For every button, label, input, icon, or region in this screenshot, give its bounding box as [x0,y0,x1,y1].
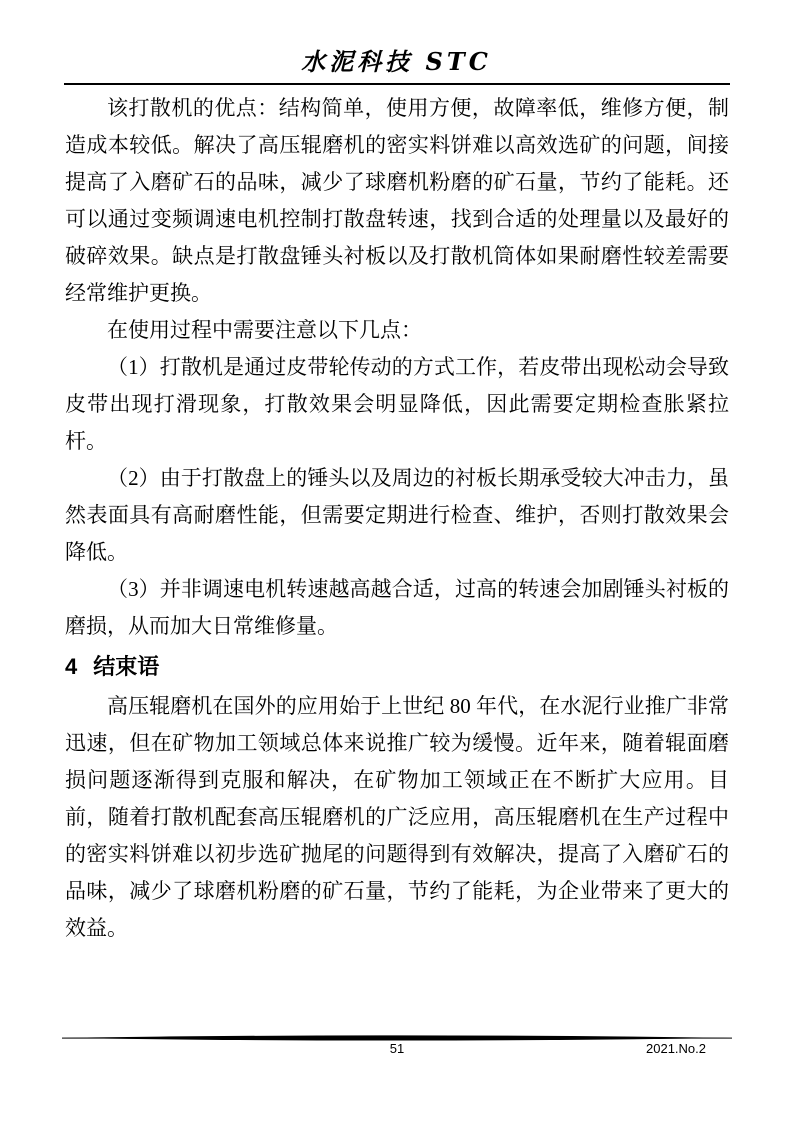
page-number: 51 [389,1041,405,1056]
body-paragraph-advantages: 该打散机的优点：结构简单，使用方便，故障率低，维修方便，制造成本较低。解决了高压辊磨机的密实料饼难以高效选矿的问题，间接提高了入磨矿石的品味，减少了球磨机粉磨的矿石量，节约了能耗。还可以通过变频调速电机控制打散盘转速，找到合适的处理量以及最好的破碎效果。缺点是打散盘锤头衬板以及打散机筒体如果耐磨性较差需要经常维护更换。 [65,96,729,305]
section-number: 4 [65,654,78,679]
article-body [65,90,729,947]
journal-title: 水泥科技 STC [301,47,492,76]
body-paragraph-note-1: （1）打散机是通过皮带轮传动的方式工作，若皮带出现松动会导致皮带出现打滑现象，打散效果会明显降低，因此需要定期检查胀紧拉杆。 [65,355,729,453]
section-title: 结束语 [93,654,160,679]
page-footer [65,1041,729,1059]
header-divider-rule [64,83,730,85]
body-paragraph-note-3: （3）并非调速电机转速越高越合适，过高的转速会加剧锤头衬板的磨损，从而加大日常维修量。 [65,577,729,638]
body-paragraph-conclusion: 高压辊磨机在国外的应用始于上世纪 80 年代，在水泥行业推广非常迅速，但在矿物加工领域总体来说推广较为缓慢。近年来，随着辊面磨损问题逐渐得到克服和解决，在矿物加工领域正在不断扩大应用。目前，随着打散机配套高压辊磨机的广泛应用，高压辊磨机在生产过程中的密实料饼难以初步选矿抛尾的问题得到有效解决，提高了入磨矿石的品味，减少了球磨机粉磨的矿石量，节约了能耗，为企业带来了更大的效益。 [65,694,729,940]
section-heading-conclusion [65,647,729,686]
body-paragraph-notes-intro: 在使用过程中需要注意以下几点： [107,318,422,342]
body-paragraph-note-2: （2）由于打散盘上的锤头以及周边的衬板长期承受较大冲击力，虽然表面具有高耐磨性能，但需要定期进行检查、维护，否则打散效果会降低。 [65,466,729,564]
issue-number: 2021.No.2 [646,1041,706,1056]
